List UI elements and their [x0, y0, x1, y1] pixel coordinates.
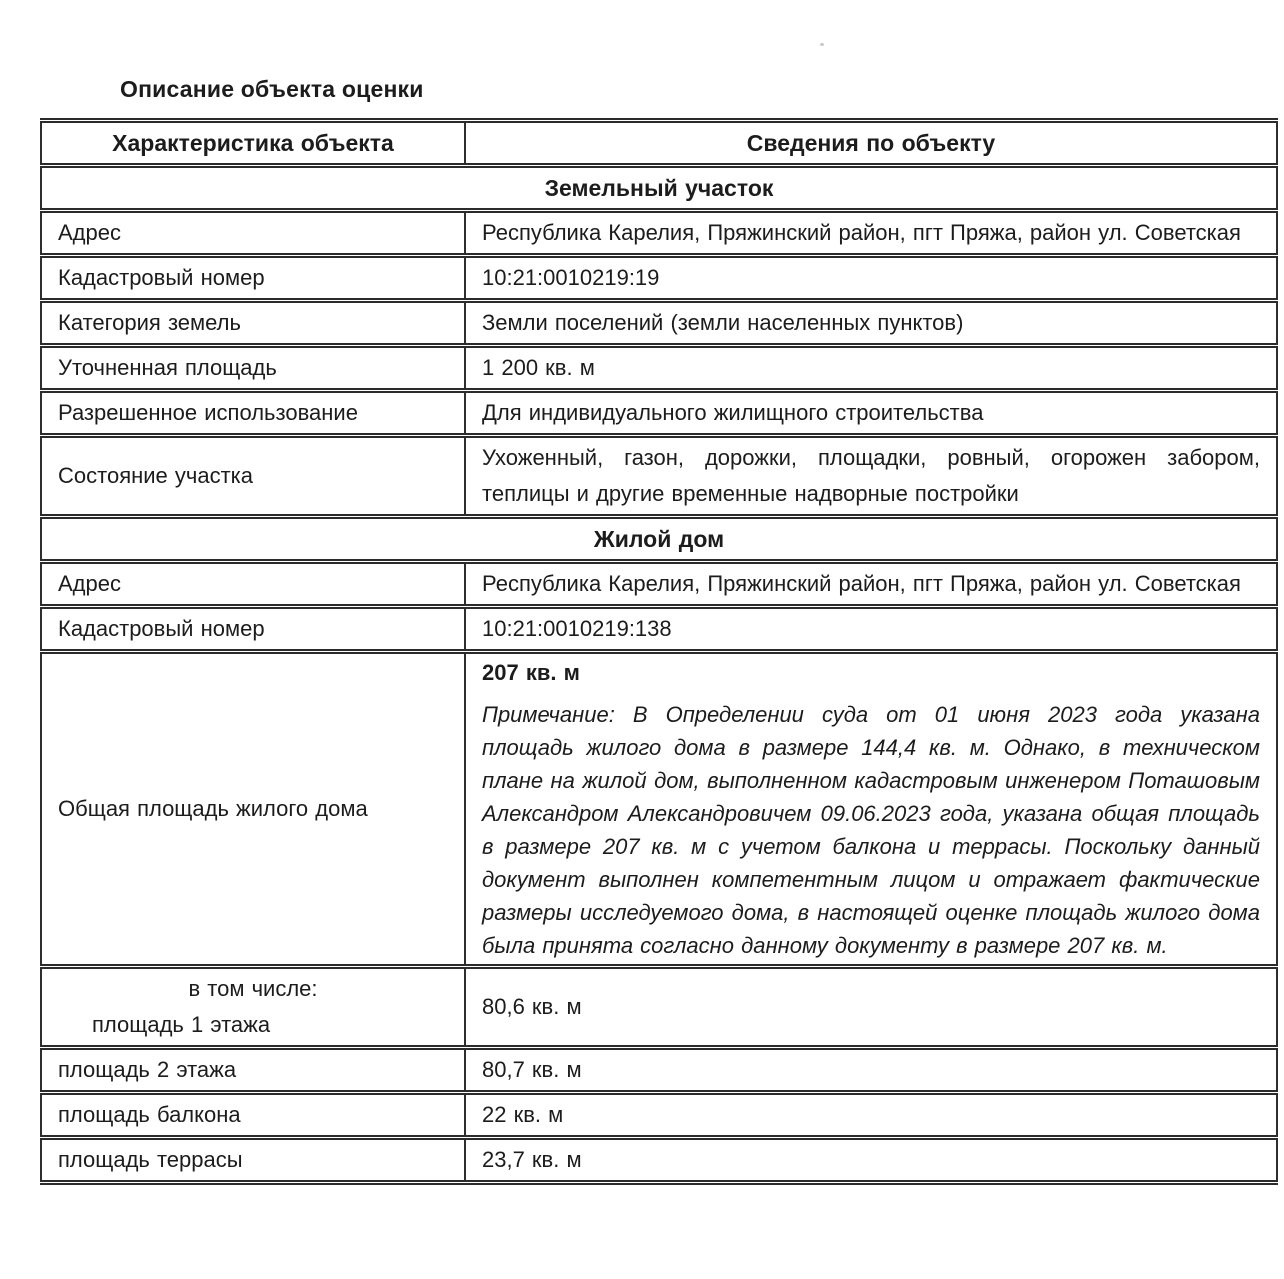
- section-row-land: [41, 166, 1277, 211]
- row-balcony-area: [41, 1093, 1277, 1138]
- value-permitted-use: Для индивидуального жилищного строительства: [465, 391, 1277, 436]
- total-area-value: 207 кв. м: [482, 660, 580, 685]
- label-refined-area: Уточненная площадь: [41, 346, 465, 391]
- value-terrace-area: 23,7 кв. м: [465, 1138, 1277, 1183]
- value-land-category: Земли поселений (земли населенных пунктов): [465, 301, 1277, 346]
- value-land-cadastral-number: 10:21:0010219:19: [465, 256, 1277, 301]
- row-refined-area: [41, 346, 1277, 391]
- row-permitted-use: [41, 391, 1277, 436]
- value-refined-area: 1 200 кв. м: [465, 346, 1277, 391]
- row-house-address: [41, 562, 1277, 607]
- row-floor2-area: [41, 1048, 1277, 1093]
- row-terrace-area: [41, 1138, 1277, 1183]
- col-header-info: Сведения по объекту: [465, 121, 1277, 166]
- label-house-cadastral-number: Кадастровый номер: [41, 607, 465, 652]
- floor1-area-label: площадь 1 этажа: [92, 1012, 271, 1037]
- value-house-cadastral-number: 10:21:0010219:138: [465, 607, 1277, 652]
- value-land-address: Республика Карелия, Пряжинский район, пгт Пряжа, район ул. Советская: [465, 211, 1277, 256]
- label-house-address: Адрес: [41, 562, 465, 607]
- label-permitted-use: Разрешенное использование: [41, 391, 465, 436]
- section-row-house: [41, 517, 1277, 562]
- label-floor2-area: площадь 2 этажа: [41, 1048, 465, 1093]
- row-land-condition: [41, 436, 1277, 517]
- value-house-address: Республика Карелия, Пряжинский район, пгт Пряжа, район ул. Советская: [465, 562, 1277, 607]
- table-header-row: [41, 121, 1277, 166]
- label-terrace-area: площадь террасы: [41, 1138, 465, 1183]
- label-floor1-area: [41, 967, 465, 1048]
- label-land-address: Адрес: [41, 211, 465, 256]
- row-floor1-area: [41, 967, 1277, 1048]
- value-balcony-area: 22 кв. м: [465, 1093, 1277, 1138]
- label-total-area: Общая площадь жилого дома: [41, 652, 465, 967]
- row-land-category: [41, 301, 1277, 346]
- value-land-condition: Ухоженный, газон, дорожки, площадки, ровный, огорожен забором, теплицы и другие временные надворные постройки: [465, 436, 1277, 517]
- label-land-cadastral-number: Кадастровый номер: [41, 256, 465, 301]
- page-title: Описание объекта оценки: [120, 76, 424, 102]
- including-label: в том числе:: [188, 976, 318, 1001]
- label-land-category: Категория земель: [41, 301, 465, 346]
- scan-artifact-dot: [820, 43, 824, 46]
- value-floor2-area: 80,7 кв. м: [465, 1048, 1277, 1093]
- label-land-condition: Состояние участка: [41, 436, 465, 517]
- section-header-house: Жилой дом: [41, 517, 1277, 562]
- appraisal-table: [40, 118, 1278, 1185]
- section-header-land: Земельный участок: [41, 166, 1277, 211]
- value-floor1-area: 80,6 кв. м: [465, 967, 1277, 1048]
- total-area-note: Примечание: В Определении суда от 01 июня 2023 года указана площадь жилого дома в размере 144,4 кв. м. Однако, в техническом плане на жилой дом, выполненном кадастровым инженером Поташовым Александром Александровичем 09.06.2023 года, указана общая площадь в размере 207 кв. м с учетом балкона и террасы. Поскольку данный документ выполнен компетентным лицом и отражает фактические размеры исследуемого дома, в настоящей оценке площадь жилого дома была принята согласно данному документу в размере 207 кв. м.: [482, 702, 1260, 958]
- row-total-area: [41, 652, 1277, 967]
- label-balcony-area: площадь балкона: [41, 1093, 465, 1138]
- row-land-address: [41, 211, 1277, 256]
- row-land-cadastral-number: [41, 256, 1277, 301]
- row-house-cadastral-number: [41, 607, 1277, 652]
- col-header-characteristic: Характеристика объекта: [41, 121, 465, 166]
- value-total-area: [465, 652, 1277, 967]
